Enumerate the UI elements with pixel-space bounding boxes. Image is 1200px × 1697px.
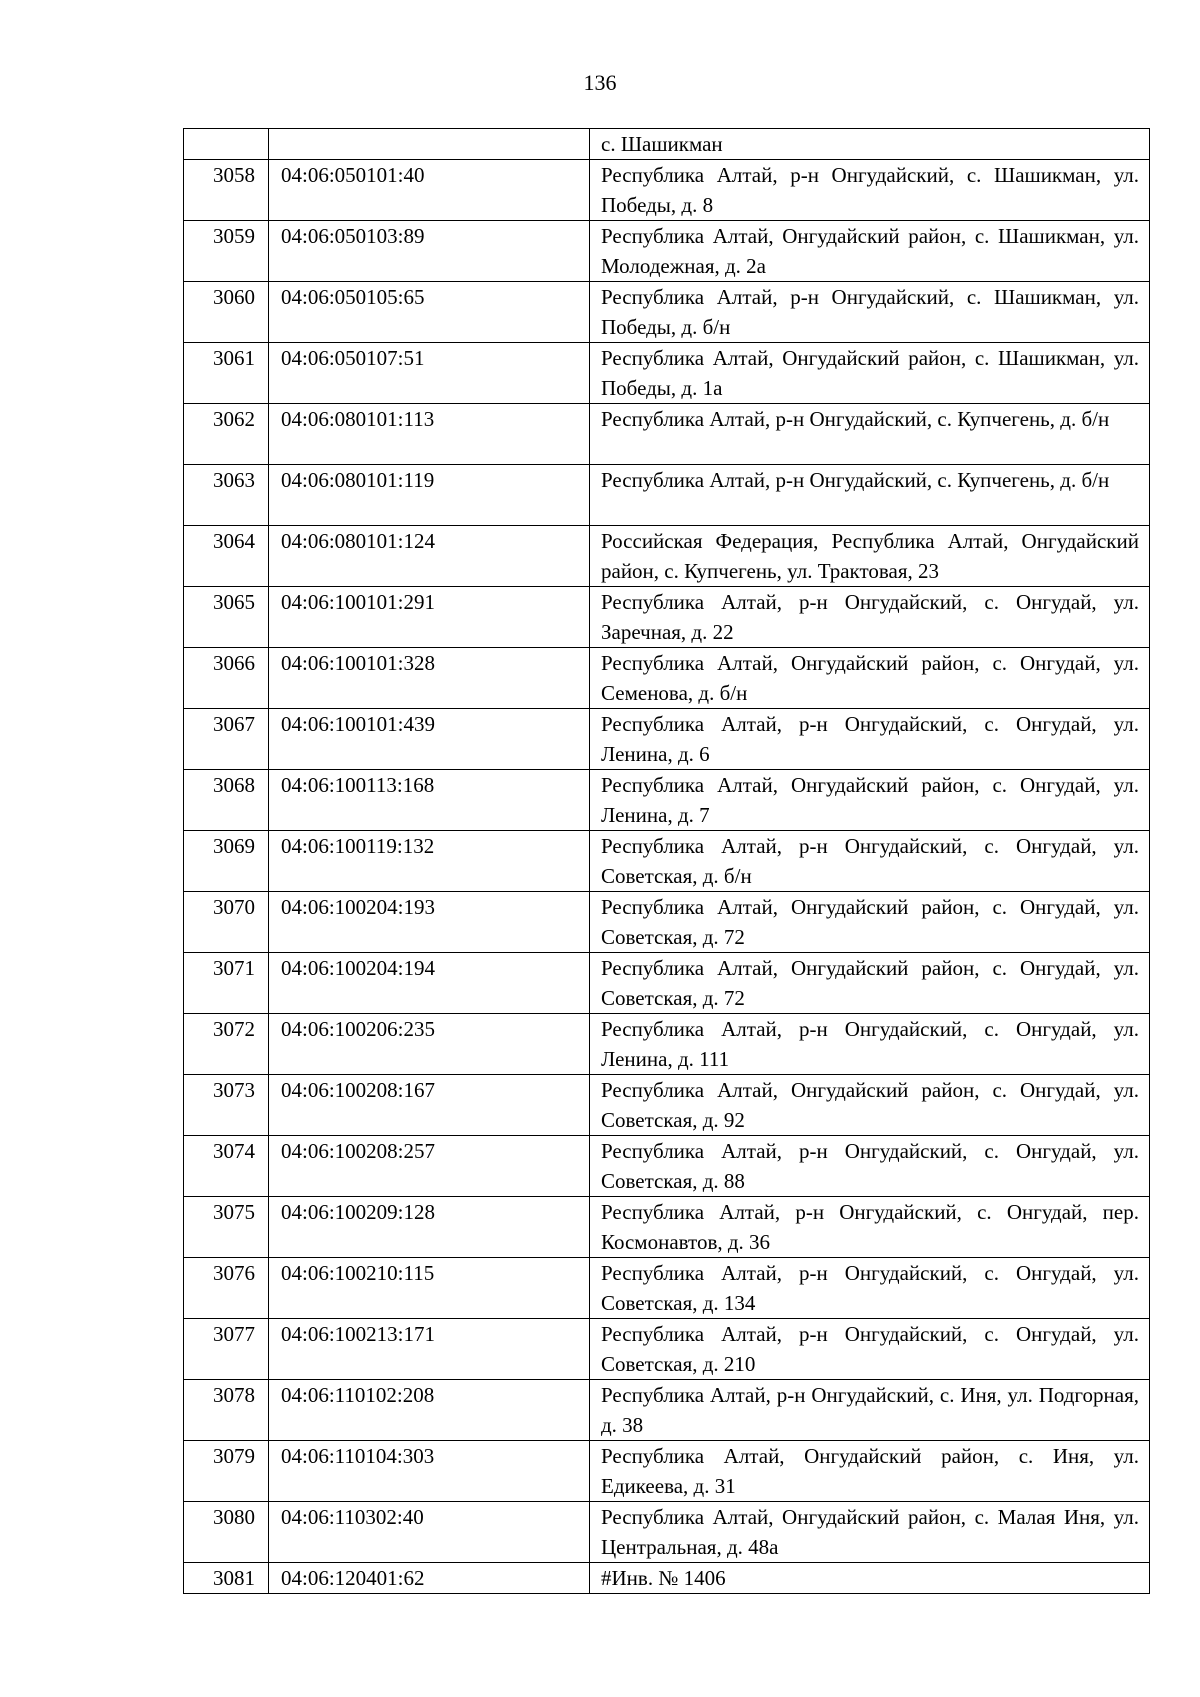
cadastral-number: 04:06:100101:328 bbox=[269, 648, 590, 709]
table-row bbox=[184, 1136, 1150, 1197]
cadastral-number: 04:06:110302:40 bbox=[269, 1502, 590, 1563]
address: Республика Алтай, р-н Онгудайский, с. Онгудай, ул. Советская, д. 134 bbox=[590, 1258, 1150, 1319]
table-row bbox=[184, 1563, 1150, 1594]
cadastral-number: 04:06:100101:291 bbox=[269, 587, 590, 648]
row-number: 3076 bbox=[184, 1258, 269, 1319]
cadastral-number: 04:06:100101:439 bbox=[269, 709, 590, 770]
cadastral-number: 04:06:050107:51 bbox=[269, 343, 590, 404]
cadastral-number: 04:06:100206:235 bbox=[269, 1014, 590, 1075]
table-row bbox=[184, 1502, 1150, 1563]
address: с. Шашикман bbox=[590, 129, 1150, 160]
address: Республика Алтай, р-н Онгудайский, с. Онгудай, пер. Космонавтов, д. 36 bbox=[590, 1197, 1150, 1258]
table-row bbox=[184, 770, 1150, 831]
table-row bbox=[184, 1380, 1150, 1441]
row-number: 3059 bbox=[184, 221, 269, 282]
cadastral-number: 04:06:120401:62 bbox=[269, 1563, 590, 1594]
table-row bbox=[184, 404, 1150, 465]
cadastral-number bbox=[269, 129, 590, 160]
address: Республика Алтай, р-н Онгудайский, с. Онгудай, ул. Ленина, д. 111 bbox=[590, 1014, 1150, 1075]
row-number: 3073 bbox=[184, 1075, 269, 1136]
cadastral-number: 04:06:100210:115 bbox=[269, 1258, 590, 1319]
row-number: 3064 bbox=[184, 526, 269, 587]
row-number: 3063 bbox=[184, 465, 269, 526]
cadastral-number: 04:06:050101:40 bbox=[269, 160, 590, 221]
address: Республика Алтай, р-н Онгудайский, с. Онгудай, ул. Ленина, д. 6 bbox=[590, 709, 1150, 770]
cadastral-number: 04:06:100113:168 bbox=[269, 770, 590, 831]
cadastral-number: 04:06:100119:132 bbox=[269, 831, 590, 892]
address: Российская Федерация, Республика Алтай, Онгудайский район, с. Купчегень, ул. Трактовая, 23 bbox=[590, 526, 1150, 587]
row-number: 3071 bbox=[184, 953, 269, 1014]
row-number: 3062 bbox=[184, 404, 269, 465]
address: Республика Алтай, Онгудайский район, с. Онгудай, ул. Советская, д. 92 bbox=[590, 1075, 1150, 1136]
cadastral-number: 04:06:100213:171 bbox=[269, 1319, 590, 1380]
row-number: 3080 bbox=[184, 1502, 269, 1563]
address: Республика Алтай, р-н Онгудайский, с. Онгудай, ул. Советская, д. 88 bbox=[590, 1136, 1150, 1197]
table-row bbox=[184, 1014, 1150, 1075]
cadastral-number: 04:06:100208:257 bbox=[269, 1136, 590, 1197]
cadastral-number: 04:06:100208:167 bbox=[269, 1075, 590, 1136]
row-number: 3060 bbox=[184, 282, 269, 343]
table-row bbox=[184, 1441, 1150, 1502]
table-row bbox=[184, 1258, 1150, 1319]
address: Республика Алтай, р-н Онгудайский, с. Купчегень, д. б/н bbox=[590, 465, 1150, 526]
address: Республика Алтай, р-н Онгудайский, с. Онгудай, ул. Советская, д. б/н bbox=[590, 831, 1150, 892]
registry-table-body bbox=[184, 129, 1150, 1594]
row-number: 3074 bbox=[184, 1136, 269, 1197]
row-number: 3077 bbox=[184, 1319, 269, 1380]
row-number: 3067 bbox=[184, 709, 269, 770]
row-number: 3069 bbox=[184, 831, 269, 892]
address: Республика Алтай, Онгудайский район, с. Онгудай, ул. Советская, д. 72 bbox=[590, 953, 1150, 1014]
row-number bbox=[184, 129, 269, 160]
cadastral-number: 04:06:050105:65 bbox=[269, 282, 590, 343]
registry-table bbox=[183, 128, 1150, 1594]
table-row bbox=[184, 1319, 1150, 1380]
address: Республика Алтай, Онгудайский район, с. Малая Иня, ул. Центральная, д. 48а bbox=[590, 1502, 1150, 1563]
address: Республика Алтай, р-н Онгудайский, с. Шашикман, ул. Победы, д. б/н bbox=[590, 282, 1150, 343]
table-row-continuation bbox=[184, 129, 1150, 160]
address: Республика Алтай, р-н Онгудайский, с. Онгудай, ул. Советская, д. 210 bbox=[590, 1319, 1150, 1380]
table-row bbox=[184, 282, 1150, 343]
row-number: 3078 bbox=[184, 1380, 269, 1441]
address: #Инв. № 1406 bbox=[590, 1563, 1150, 1594]
table-row bbox=[184, 526, 1150, 587]
row-number: 3081 bbox=[184, 1563, 269, 1594]
row-number: 3066 bbox=[184, 648, 269, 709]
address: Республика Алтай, Онгудайский район, с. Онгудай, ул. Советская, д. 72 bbox=[590, 892, 1150, 953]
address: Республика Алтай, р-н Онгудайский, с. Купчегень, д. б/н bbox=[590, 404, 1150, 465]
address: Республика Алтай, р-н Онгудайский, с. Онгудай, ул. Заречная, д. 22 bbox=[590, 587, 1150, 648]
cadastral-number: 04:06:100209:128 bbox=[269, 1197, 590, 1258]
cadastral-number: 04:06:100204:193 bbox=[269, 892, 590, 953]
cadastral-number: 04:06:050103:89 bbox=[269, 221, 590, 282]
row-number: 3061 bbox=[184, 343, 269, 404]
table-row bbox=[184, 892, 1150, 953]
address: Республика Алтай, Онгудайский район, с. Шашикман, ул. Молодежная, д. 2а bbox=[590, 221, 1150, 282]
address: Республика Алтай, р-н Онгудайский, с. Иня, ул. Подгорная, д. 38 bbox=[590, 1380, 1150, 1441]
address: Республика Алтай, Онгудайский район, с. Онгудай, ул. Ленина, д. 7 bbox=[590, 770, 1150, 831]
table-row bbox=[184, 221, 1150, 282]
row-number: 3072 bbox=[184, 1014, 269, 1075]
table-row bbox=[184, 160, 1150, 221]
table-row bbox=[184, 1197, 1150, 1258]
table-row bbox=[184, 648, 1150, 709]
row-number: 3068 bbox=[184, 770, 269, 831]
cadastral-number: 04:06:080101:124 bbox=[269, 526, 590, 587]
address: Республика Алтай, Онгудайский район, с. Шашикман, ул. Победы, д. 1а bbox=[590, 343, 1150, 404]
address: Республика Алтай, Онгудайский район, с. Онгудай, ул. Семенова, д. б/н bbox=[590, 648, 1150, 709]
row-number: 3058 bbox=[184, 160, 269, 221]
address: Республика Алтай, р-н Онгудайский, с. Шашикман, ул. Победы, д. 8 bbox=[590, 160, 1150, 221]
cadastral-number: 04:06:110104:303 bbox=[269, 1441, 590, 1502]
row-number: 3079 bbox=[184, 1441, 269, 1502]
row-number: 3075 bbox=[184, 1197, 269, 1258]
table-row bbox=[184, 831, 1150, 892]
cadastral-number: 04:06:080101:119 bbox=[269, 465, 590, 526]
table-row bbox=[184, 465, 1150, 526]
page-number: 136 bbox=[583, 70, 617, 95]
table-row bbox=[184, 587, 1150, 648]
table-row bbox=[184, 953, 1150, 1014]
row-number: 3065 bbox=[184, 587, 269, 648]
table-row bbox=[184, 709, 1150, 770]
address: Республика Алтай, Онгудайский район, с. Иня, ул. Едикеева, д. 31 bbox=[590, 1441, 1150, 1502]
cadastral-number: 04:06:110102:208 bbox=[269, 1380, 590, 1441]
table-row bbox=[184, 1075, 1150, 1136]
cadastral-number: 04:06:080101:113 bbox=[269, 404, 590, 465]
table-row bbox=[184, 343, 1150, 404]
row-number: 3070 bbox=[184, 892, 269, 953]
cadastral-number: 04:06:100204:194 bbox=[269, 953, 590, 1014]
